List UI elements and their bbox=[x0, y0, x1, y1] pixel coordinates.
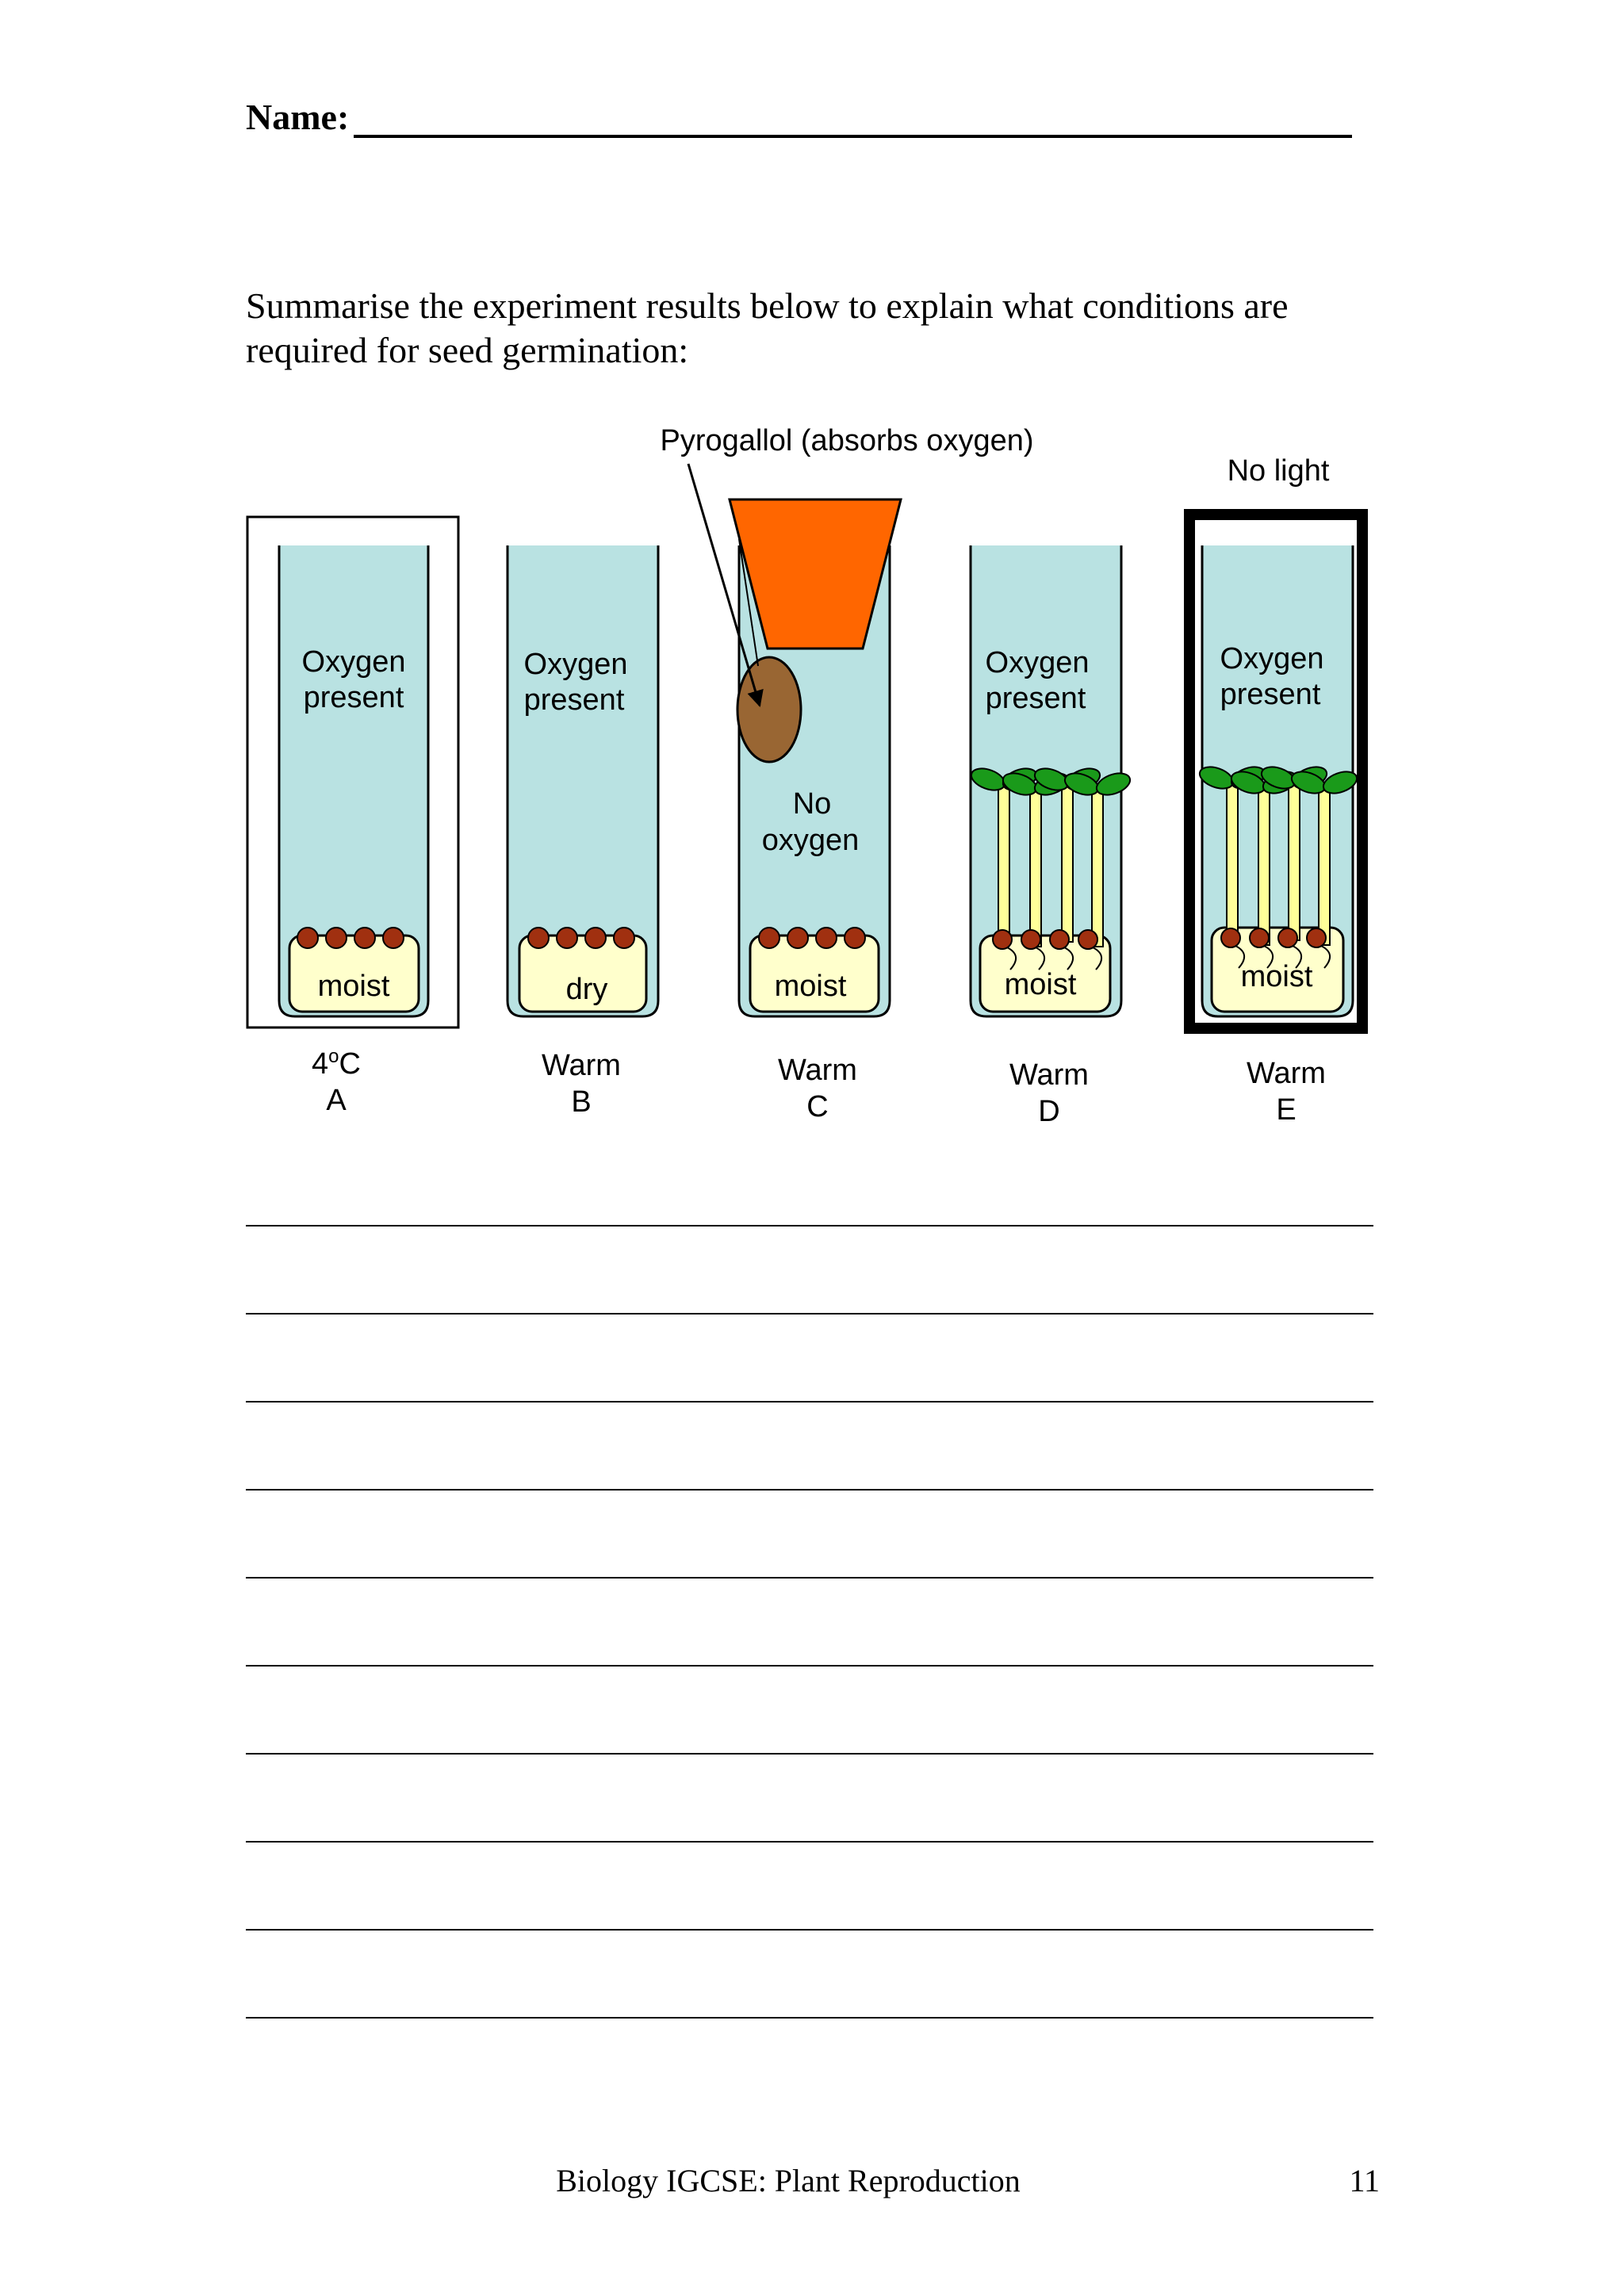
seed bbox=[614, 928, 634, 948]
tube-letter: B bbox=[571, 1085, 592, 1119]
pyrogallol-blob bbox=[737, 657, 801, 762]
substrate-label: moist bbox=[774, 970, 847, 1003]
answer-line[interactable] bbox=[246, 1225, 1373, 1226]
answer-line[interactable] bbox=[246, 1665, 1373, 1667]
seed bbox=[297, 928, 318, 948]
tube-letter: E bbox=[1276, 1093, 1297, 1127]
answer-line[interactable] bbox=[246, 2017, 1373, 2019]
tube-e bbox=[1189, 515, 1362, 1127]
tube-d bbox=[968, 545, 1133, 1128]
gas-label-line2: present bbox=[523, 683, 625, 717]
seed bbox=[383, 928, 404, 948]
substrate-label: moist bbox=[1004, 968, 1077, 1001]
seed bbox=[1078, 930, 1097, 949]
answer-line[interactable] bbox=[246, 1401, 1373, 1402]
substrate-label: moist bbox=[317, 970, 390, 1003]
gas-label-line1: Oxygen bbox=[523, 648, 628, 681]
temperature-label: 4$^o$C bbox=[312, 1046, 361, 1081]
seed bbox=[1221, 928, 1240, 947]
tube-letter: A bbox=[326, 1084, 347, 1117]
answer-line[interactable] bbox=[246, 1489, 1373, 1490]
gas-label-line1: Oxygen bbox=[985, 646, 1090, 679]
seed bbox=[993, 930, 1012, 949]
page-number: 11 bbox=[1349, 2163, 1380, 2198]
seed bbox=[759, 928, 779, 948]
gas-label-line2: present bbox=[985, 682, 1086, 715]
answer-line[interactable] bbox=[246, 1841, 1373, 1843]
seed bbox=[528, 928, 549, 948]
seed bbox=[585, 928, 606, 948]
temperature-label: Warm bbox=[1009, 1058, 1089, 1092]
answer-line[interactable] bbox=[246, 1313, 1373, 1314]
temperature-label: Warm bbox=[778, 1054, 857, 1087]
gas-label-line1: Oxygen bbox=[301, 645, 406, 679]
answer-line[interactable] bbox=[246, 1577, 1373, 1578]
substrate-label: dry bbox=[565, 973, 608, 1006]
pyrogallol-label: Pyrogallol (absorbs oxygen) bbox=[660, 424, 1034, 457]
seed bbox=[816, 928, 837, 948]
tube-c bbox=[688, 464, 901, 1123]
temperature-label: Warm bbox=[542, 1049, 621, 1082]
seed bbox=[1250, 928, 1269, 947]
gas-label-line2: oxygen bbox=[761, 824, 860, 857]
seed bbox=[354, 928, 375, 948]
gas-label-line2: present bbox=[1220, 678, 1321, 711]
seed bbox=[326, 928, 347, 948]
seed bbox=[1050, 930, 1069, 949]
gas-label-line2: present bbox=[303, 681, 404, 714]
name-label: Name: bbox=[246, 97, 350, 137]
instruction-text: Summarise the experiment results below to explain what conditions are required for seed germination: bbox=[246, 285, 1289, 370]
seed bbox=[1021, 930, 1040, 949]
seed bbox=[1278, 928, 1297, 947]
seed bbox=[787, 928, 808, 948]
footer-title: Biology IGCSE: Plant Reproduction bbox=[556, 2163, 1021, 2198]
gas-label-line1: Oxygen bbox=[1220, 642, 1324, 675]
seed bbox=[557, 928, 577, 948]
tube-letter: C bbox=[806, 1090, 829, 1123]
tube-letter: D bbox=[1038, 1095, 1060, 1128]
tube-b bbox=[508, 545, 658, 1119]
seed bbox=[845, 928, 865, 948]
answer-line[interactable] bbox=[246, 1929, 1373, 1931]
answer-line[interactable] bbox=[246, 1753, 1373, 1755]
seed bbox=[1307, 928, 1326, 947]
no-light-label: No light bbox=[1227, 454, 1330, 488]
temperature-label: Warm bbox=[1247, 1057, 1326, 1090]
gas-label-line1: No bbox=[792, 787, 832, 821]
substrate-label: moist bbox=[1240, 960, 1313, 993]
tube-a bbox=[247, 517, 458, 1117]
